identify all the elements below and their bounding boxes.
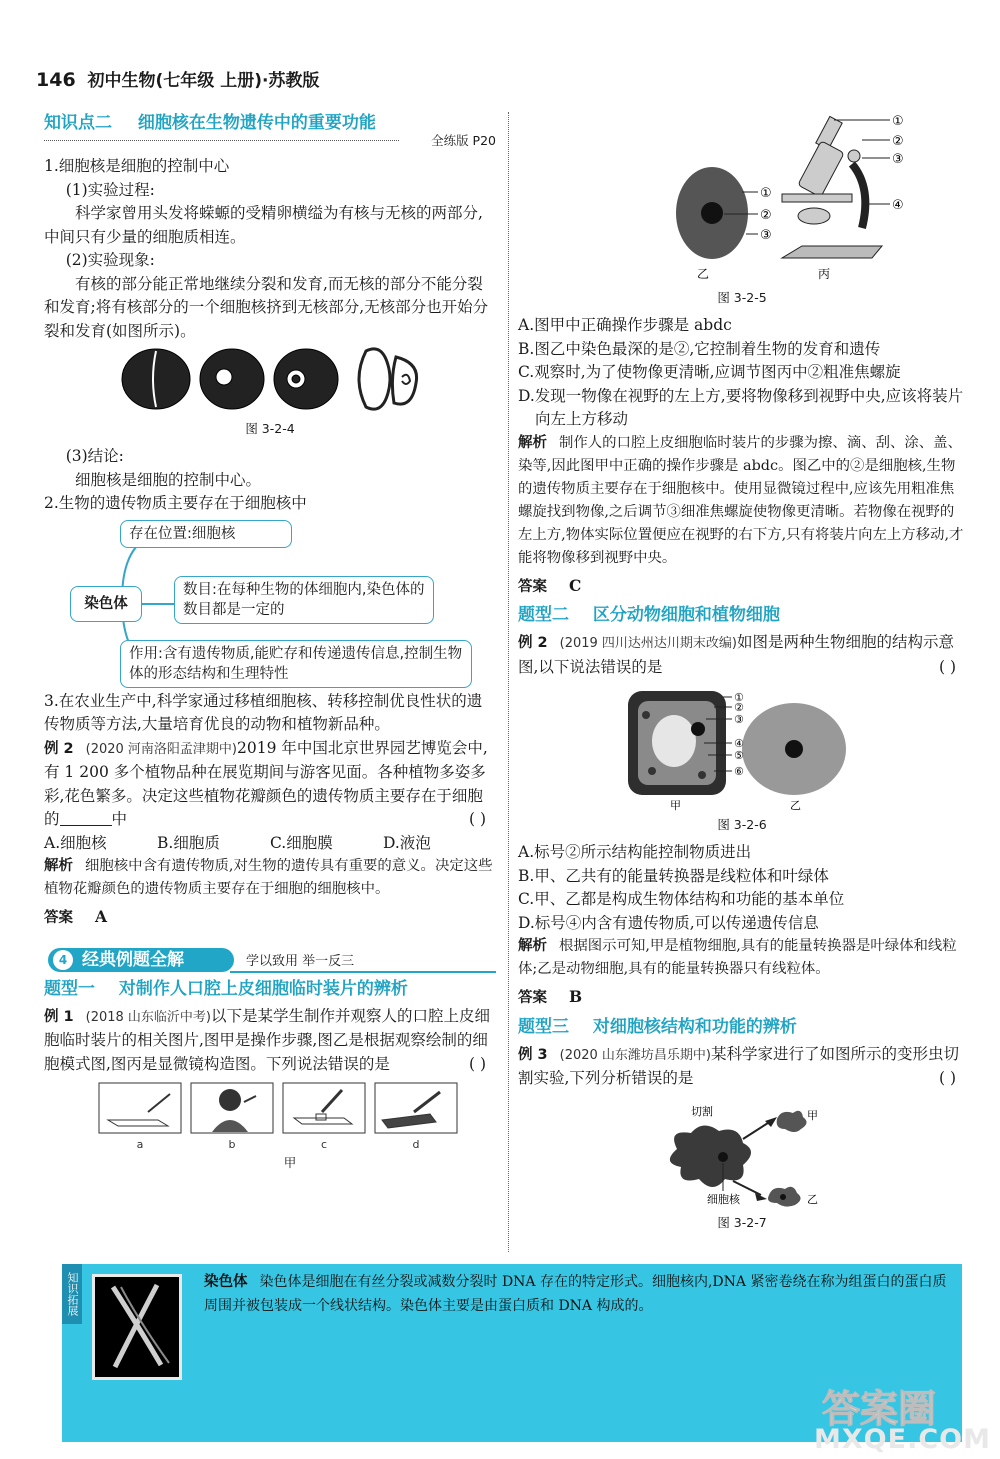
figure-sublabel: 甲 bbox=[670, 799, 681, 811]
mindmap-function: 作用:含有遗传物质,能贮存和传递遗传信息,控制生物体的形态结构和生理特性 bbox=[120, 640, 472, 688]
column-divider bbox=[508, 112, 509, 1252]
cell-label: ① bbox=[760, 186, 772, 201]
figure-caption: 图 3-2-5 bbox=[717, 290, 767, 305]
extension-term: 染色体 bbox=[204, 1274, 248, 1290]
figure-label: 切割 bbox=[691, 1104, 713, 1118]
microscope-label: ② bbox=[892, 134, 904, 149]
watermark-logo-text: 答案圈 bbox=[822, 1387, 937, 1431]
question-type-title: 区分动物细胞和植物细胞 bbox=[592, 605, 780, 625]
figure-sublabel: 乙 bbox=[697, 267, 710, 281]
option-a: A.图甲中正确操作步骤是 abdc bbox=[518, 316, 732, 334]
page-number: 146 bbox=[36, 69, 76, 91]
example-label: 例 2 bbox=[518, 635, 548, 651]
answer-label: 答案 bbox=[44, 910, 73, 926]
example-text: 2019 年中国北京世界园艺博览会中,有 1 200 多个植物品种在展览期间与游客见面。各种植物多姿多彩,花色繁多。决定这些植物花瓣颜色的遗传物质主要存在于细胞的 bbox=[44, 738, 488, 828]
answer-bracket: ( ) bbox=[938, 657, 956, 676]
right-column bbox=[518, 108, 966, 1239]
analysis-text: 细胞核中含有遗传物质,对生物的遗传具有重要的意义。决定这些植物花瓣颜色的遗传物质主要存在于细胞的细胞核中。 bbox=[44, 858, 493, 897]
microscope-label: ① bbox=[892, 114, 904, 129]
question-type-heading bbox=[44, 973, 496, 1005]
banner-title bbox=[48, 948, 234, 972]
chromosome-image bbox=[95, 1277, 179, 1377]
cell-label: ① bbox=[734, 691, 744, 704]
book-title: 初中生物(七年级 上册)·苏教版 bbox=[87, 71, 320, 91]
figure-caption: 图 3-2-6 bbox=[717, 817, 767, 832]
example-label: 例 2 bbox=[44, 740, 74, 757]
example-text: 以下是某学生制作并观察人的口腔上皮细胞临时装片的相关图片,图甲是操作步骤,图乙是根据观察绘制的细胞模式图,图丙是显微镜构造图。下列说法错误的是 bbox=[44, 1006, 491, 1073]
cell-label: ② bbox=[734, 701, 744, 714]
step-c-image bbox=[282, 1082, 366, 1134]
procedure-step bbox=[98, 1082, 182, 1151]
option-d: D.发现一物像在视野的左上方,要将物像移到视野中央,应该将装片向左上方移动 bbox=[518, 386, 964, 428]
example-text: 某科学家进行了如图所示的变形虫切割实验,下列分析错误的是 bbox=[518, 1044, 960, 1087]
option-b: B.甲、乙共有的能量转换器是线粒体和叶绿体 bbox=[518, 866, 829, 885]
sub-heading: (2)实验现象: bbox=[65, 251, 155, 269]
example-text-end: 中 bbox=[111, 810, 128, 828]
analysis-text: 根据图示可知,甲是植物细胞,具有的能量转换器是叶绿体和线粒体;乙是动物细胞,具有的能量转换器只有线粒体。 bbox=[518, 938, 957, 977]
figure-label: 细胞核 bbox=[707, 1192, 740, 1206]
question-type-heading bbox=[518, 1011, 966, 1043]
point-2: 2.生物的遗传物质主要存在于细胞核中 bbox=[44, 494, 307, 512]
mindmap-location: 存在位置:细胞核 bbox=[120, 520, 292, 548]
procedure-step bbox=[282, 1082, 366, 1151]
analysis bbox=[518, 935, 966, 981]
example-2-question bbox=[518, 631, 966, 679]
example-2-question bbox=[44, 737, 496, 832]
analysis-text: 制作人的口腔上皮细胞临时装片的步骤为擦、滴、刮、涂、盖、染等,因此图甲中正确的操作步骤是 abdc。图乙中的②是细胞核,生物的遗传物质主要存在于细胞核中。使用显微镜过程中,应该先用粗准焦螺旋找到物像,之后调节③细准焦螺旋使物像更清晰。若物像在视野的左上方,物体实际位置便应在视野的右下方,只有将装片向左上方移动,才能将物像移到视野中央。 bbox=[518, 434, 964, 566]
option-c: C.细胞膜 bbox=[270, 833, 333, 852]
figure-sublabel: 乙 bbox=[790, 799, 801, 811]
option-a: A.细胞核 bbox=[44, 833, 107, 852]
option-a: A.标号②所示结构能控制物质进出 bbox=[518, 843, 752, 861]
analysis-label: 解析 bbox=[518, 938, 547, 954]
section-banner bbox=[44, 947, 496, 973]
option-d: D.液泡 bbox=[383, 833, 431, 852]
sub-heading: (3)结论: bbox=[65, 447, 124, 465]
procedure-step bbox=[190, 1082, 274, 1151]
plant-animal-cell-figure bbox=[622, 685, 862, 811]
mindmap-number: 数目:在每种生物的体细胞内,染色体的数目都是一定的 bbox=[174, 576, 434, 624]
answer-bracket: ( ) bbox=[468, 810, 486, 828]
procedure-figure bbox=[98, 1082, 496, 1151]
step-b-image bbox=[190, 1082, 274, 1134]
figure-label: 乙 bbox=[807, 1192, 818, 1206]
chromosome-mindmap bbox=[54, 520, 496, 686]
cell-label: ⑤ bbox=[734, 749, 744, 762]
microscope-label: ④ bbox=[892, 198, 904, 213]
cell-label: ⑥ bbox=[734, 765, 744, 778]
figure-caption: 图 3-2-7 bbox=[717, 1214, 767, 1230]
banner-rule bbox=[230, 971, 496, 973]
cell-and-microscope-figure bbox=[572, 108, 912, 284]
example-label: 例 1 bbox=[44, 1008, 74, 1025]
microscope-label: ③ bbox=[892, 152, 904, 167]
banner-title-text: 经典例题全解 bbox=[82, 949, 184, 970]
side-tab: 知识拓展 bbox=[62, 1264, 82, 1324]
step-label: a bbox=[136, 1138, 144, 1151]
question-type-title: 对细胞核结构和功能的辨析 bbox=[592, 1016, 797, 1037]
option-b: B.图乙中染色最深的是②,它控制着生物的发育和遗传 bbox=[518, 339, 881, 358]
answer-value: A bbox=[95, 907, 108, 926]
answer bbox=[44, 905, 496, 931]
answer bbox=[518, 574, 966, 600]
step-a-image bbox=[98, 1082, 182, 1134]
amoeba-figure bbox=[647, 1099, 837, 1209]
option-c: C.甲、乙都是构成生物体结构和功能的基本单位 bbox=[518, 890, 845, 908]
question-type-heading bbox=[518, 599, 966, 631]
option-b: B.细胞质 bbox=[157, 833, 220, 852]
knowledge-point-title: 细胞核在生物遗传中的重要功能 bbox=[137, 113, 376, 133]
point-3: 3.在农业生产中,科学家通过移植细胞核、转移控制优良性状的遗传物质等方法,大量培育优良的动物和植物新品种。 bbox=[44, 691, 483, 733]
answer-value: B bbox=[569, 987, 583, 1006]
mindmap-center: 染色体 bbox=[70, 586, 142, 622]
example-3-question bbox=[518, 1043, 966, 1091]
extension-text bbox=[204, 1270, 954, 1318]
analysis-label: 解析 bbox=[518, 434, 547, 451]
cell-label: ③ bbox=[734, 713, 744, 726]
analysis bbox=[518, 432, 966, 570]
cell-label: ③ bbox=[760, 228, 772, 243]
example-source: (2018 山东临沂中考) bbox=[85, 1009, 212, 1025]
cell-label: ② bbox=[760, 208, 772, 223]
point-1: 1.细胞核是细胞的控制中心 bbox=[44, 157, 230, 175]
step-d-image bbox=[374, 1082, 458, 1134]
step-label: c bbox=[320, 1138, 328, 1151]
example-source: (2019 四川达州达川期末改编) bbox=[559, 636, 738, 651]
analysis-label: 解析 bbox=[44, 858, 73, 874]
answer-label: 答案 bbox=[518, 578, 547, 595]
answer-bracket: ( ) bbox=[938, 1069, 956, 1087]
figure-caption: 甲 bbox=[283, 1155, 297, 1170]
figure-caption: 图 3-2-4 bbox=[245, 421, 295, 436]
example-1-question bbox=[44, 1005, 496, 1077]
left-column bbox=[44, 108, 496, 1171]
answer-value: C bbox=[569, 575, 582, 595]
question-type-tag: 题型三 bbox=[518, 1016, 569, 1037]
figure-label: 甲 bbox=[807, 1108, 818, 1122]
paragraph: 细胞核是细胞的控制中心。 bbox=[75, 470, 262, 489]
banner-number: 4 bbox=[53, 950, 73, 970]
options-row bbox=[44, 832, 496, 856]
figure-sublabel: 丙 bbox=[818, 267, 831, 281]
example-source: (2020 河南洛阳孟津期中) bbox=[85, 741, 238, 757]
example-text: 如图是两种生物细胞的结构示意图,以下说法错误的是 bbox=[518, 633, 955, 676]
answer-label: 答案 bbox=[518, 990, 547, 1006]
question-type-tag: 题型一 bbox=[44, 978, 95, 999]
example-source: (2020 山东潍坊昌乐期中) bbox=[559, 1047, 712, 1063]
sub-heading: (1)实验过程: bbox=[65, 180, 155, 199]
answer bbox=[518, 985, 966, 1011]
extension-body: 染色体是细胞在有丝分裂或减数分裂时 DNA 存在的特定形式。细胞核内,DNA 紧密卷绕在称为组蛋白的蛋白质周围并被包装成一个线状结构。染色体主要是由蛋白质和 DNA 构成的。 bbox=[204, 1274, 947, 1314]
page-header bbox=[36, 66, 319, 91]
paragraph: 科学家曾用头发将蝾螈的受精卵横缢为有核与无核的两部分,中间只有少量的细胞质相连。 bbox=[44, 204, 483, 246]
cell-label: ④ bbox=[734, 737, 744, 750]
knowledge-point-tag: 知识点二 bbox=[44, 113, 112, 133]
analysis bbox=[44, 855, 496, 901]
answer-blank bbox=[60, 810, 112, 826]
textbook-reference: 全练版 P20 bbox=[431, 133, 496, 148]
step-label: b bbox=[228, 1138, 236, 1151]
step-label: d bbox=[412, 1138, 420, 1151]
watermark-site: MXQE.COM bbox=[814, 1424, 991, 1455]
procedure-step bbox=[374, 1082, 458, 1151]
salamander-egg-figure bbox=[120, 343, 420, 415]
question-type-tag: 题型二 bbox=[518, 605, 569, 625]
banner-subtitle: 学以致用 举一反三 bbox=[246, 953, 355, 969]
option-c: C.观察时,为了使物像更清晰,应调节图丙中②粗准焦螺旋 bbox=[518, 363, 901, 381]
example-label: 例 3 bbox=[518, 1046, 548, 1063]
paragraph: 有核的部分能正常地继续分裂和发育,而无核的部分不能分裂和发育;将有核部分的一个细胞核挤到无核部分,无核部分也开始分裂和发育(如图所示)。 bbox=[44, 274, 489, 340]
option-d: D.标号④内含有遗传物质,可以传递遗传信息 bbox=[518, 913, 819, 932]
chromosome-photo bbox=[92, 1274, 182, 1380]
answer-bracket: ( ) bbox=[468, 1054, 486, 1073]
question-type-title: 对制作人口腔上皮细胞临时装片的辨析 bbox=[118, 978, 408, 999]
